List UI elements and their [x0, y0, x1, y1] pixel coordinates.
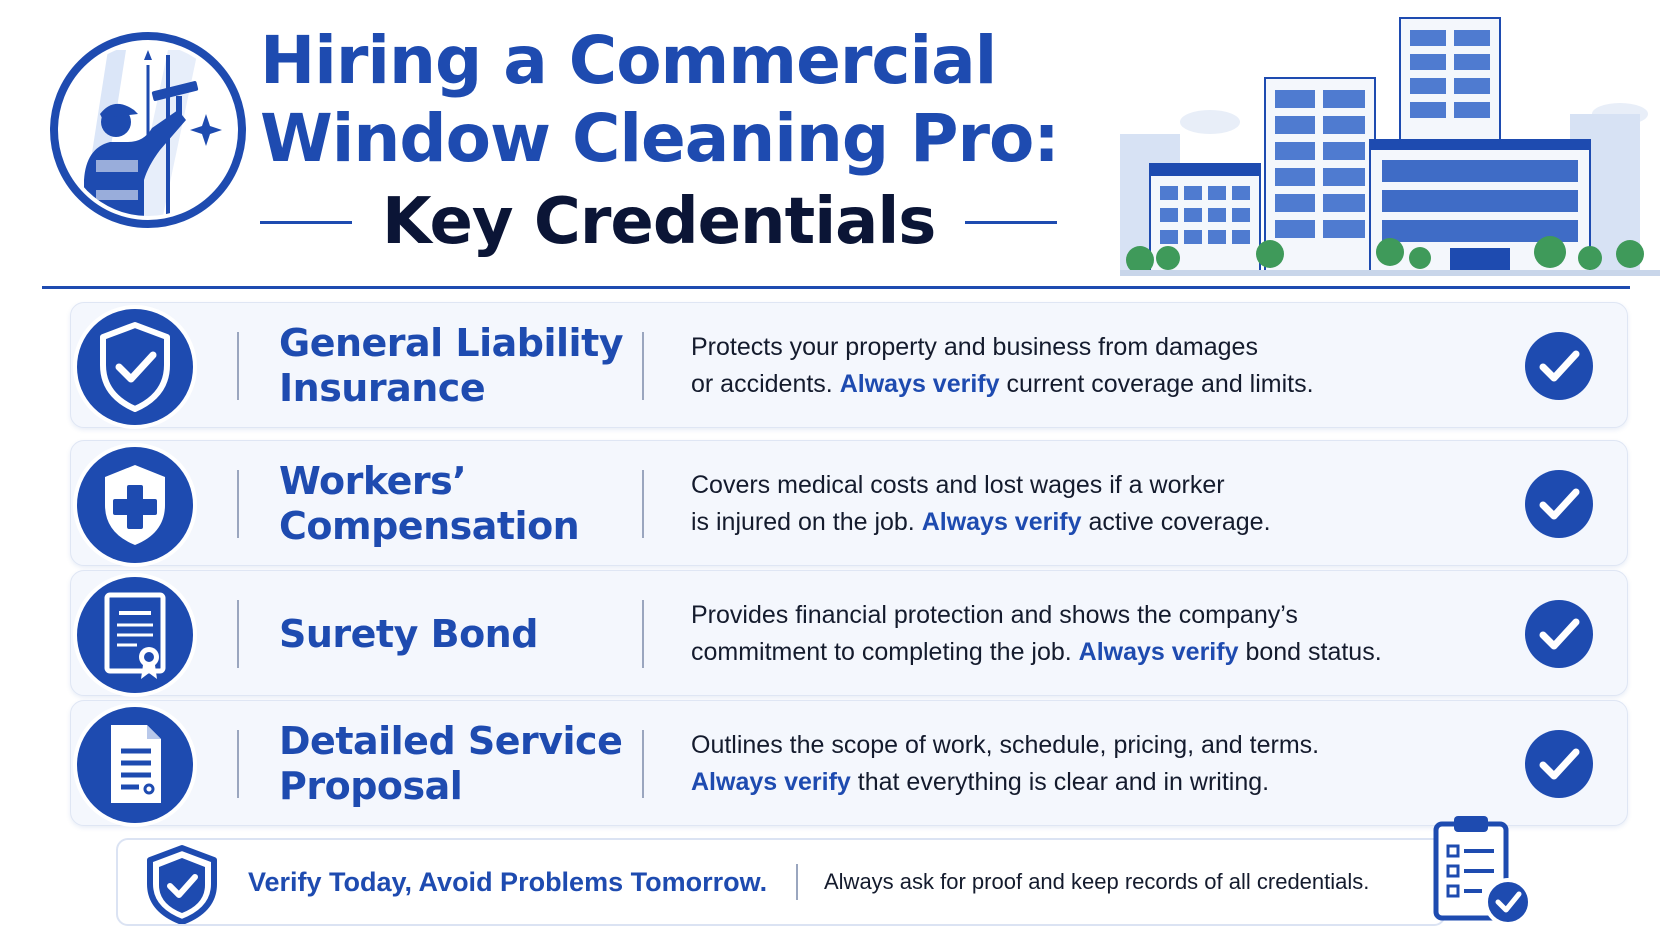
check-circle-icon	[1523, 468, 1595, 540]
shield-check-icon	[71, 303, 199, 431]
credential-title	[279, 701, 639, 827]
credential-description	[691, 571, 1511, 697]
credential-row-surety-bond	[70, 570, 1628, 696]
credential-title-line-2: Compensation	[279, 504, 580, 548]
window-cleaner-logo-icon	[48, 30, 248, 230]
description-line-2	[691, 504, 1511, 541]
description-text: commitment to completing the job.	[691, 638, 1079, 666]
row-divider	[237, 470, 239, 538]
credential-row-workers-compensation	[70, 440, 1628, 566]
row-divider	[237, 730, 239, 798]
document-icon	[71, 701, 199, 829]
subtitle-left-rule	[260, 221, 352, 224]
credential-title	[279, 571, 639, 697]
check-circle-icon	[1523, 330, 1595, 402]
footer-text: Always ask for proof and keep records of all credentials.	[824, 869, 1370, 894]
footer-title: Verify Today, Avoid Problems Tomorrow.	[248, 866, 768, 897]
credential-row-service-proposal	[70, 700, 1628, 826]
credential-title	[279, 441, 639, 567]
credential-description	[691, 701, 1511, 827]
credential-row-general-liability	[70, 302, 1628, 428]
description-line-2	[691, 366, 1511, 403]
credential-title-line-1: Workers’	[279, 459, 467, 503]
footer-divider	[796, 864, 798, 900]
row-divider	[642, 470, 644, 538]
subtitle-right-rule	[965, 221, 1057, 224]
header-divider	[42, 286, 1630, 289]
page-title-line-2: Window Cleaning Pro:	[260, 100, 1059, 177]
title-block	[260, 22, 1100, 262]
row-divider	[642, 600, 644, 668]
description-line-2	[691, 764, 1511, 801]
row-divider	[237, 600, 239, 668]
credential-title-line-2: Proposal	[279, 764, 463, 808]
description-line-1: Provides financial protection and shows the company’s	[691, 601, 1298, 629]
certificate-icon	[71, 571, 199, 699]
description-line-1: Outlines the scope of work, schedule, pricing, and terms.	[691, 731, 1320, 759]
row-divider	[642, 332, 644, 400]
page-title-line-1: Hiring a Commercial	[260, 22, 997, 99]
subtitle-row	[260, 182, 1100, 262]
always-verify-highlight: Always verify	[1078, 638, 1239, 666]
page-subtitle: Key Credentials	[382, 185, 936, 259]
row-divider	[237, 332, 239, 400]
description-line-1: Covers medical costs and lost wages if a worker	[691, 471, 1225, 499]
check-circle-icon	[1523, 728, 1595, 800]
office-buildings-illustration	[1120, 14, 1660, 280]
footer-banner	[116, 838, 1446, 926]
medical-cross-shield-icon	[71, 441, 199, 569]
always-verify-highlight: Always verify	[921, 508, 1082, 536]
credential-title-line-1: General Liability	[279, 321, 624, 365]
description-text: or accidents.	[691, 370, 840, 398]
credential-title-line-1: Detailed Service	[279, 719, 623, 763]
description-text: active coverage.	[1081, 508, 1271, 536]
description-line-1: Protects your property and business from damages	[691, 333, 1258, 361]
description-line-2	[691, 634, 1511, 671]
credential-title-line-2: Insurance	[279, 366, 486, 410]
clipboard-checklist-icon	[1428, 812, 1538, 932]
row-divider	[642, 730, 644, 798]
description-text: that everything is clear and in writing.	[850, 768, 1270, 796]
credential-description	[691, 303, 1511, 429]
credential-title-line-1: Surety Bond	[279, 611, 538, 656]
description-text: bond status.	[1238, 638, 1382, 666]
description-text: current coverage and limits.	[999, 370, 1314, 398]
always-verify-highlight: Always verify	[839, 370, 1000, 398]
always-verify-highlight: Always verify	[691, 768, 851, 796]
credential-title	[279, 303, 639, 429]
shield-check-icon	[142, 844, 222, 924]
credential-description	[691, 441, 1511, 567]
check-circle-icon	[1523, 598, 1595, 670]
description-text: is injured on the job.	[691, 508, 922, 536]
